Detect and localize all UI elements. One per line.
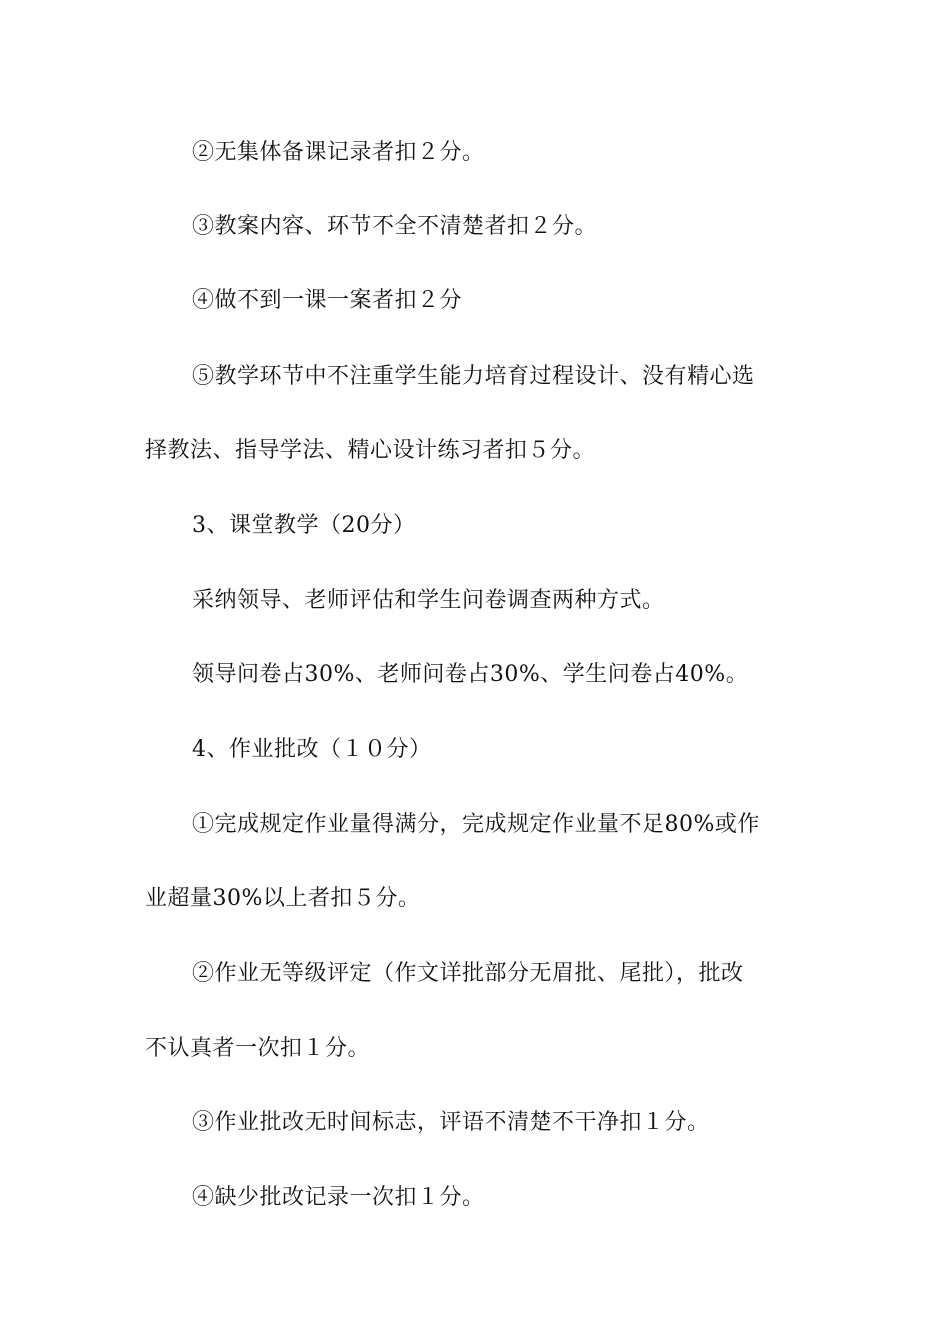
text-line: ⑤教学环节中不注重学生能力培育过程设计、没有精心选 (192, 364, 755, 389)
text-line: ①完成规定作业量得满分，完成规定作业量不足80%或作 (192, 812, 760, 837)
text-line: 不认真者一次扣１分。 (145, 1036, 371, 1061)
text-line: 领导问卷占30%、老师问卷占30%、学生问卷占40%。 (192, 662, 749, 687)
text-line: ④缺少批改记录一次扣１分。 (192, 1185, 485, 1210)
text-line: 采纳领导、老师评估和学生问卷调查两种方式。 (192, 588, 665, 613)
text-line: 择教法、指导学法、精心设计练习者扣５分。 (145, 438, 596, 463)
text-line: ③教案内容、环节不全不清楚者扣２分。 (192, 214, 598, 239)
text-line: 业超量30%以上者扣５分。 (145, 886, 421, 911)
section-heading: 3、课堂教学（20分） (192, 513, 416, 538)
section-heading: 4、作业批改（１０分） (192, 737, 432, 762)
text-line: ②无集体备课记录者扣２分。 (192, 140, 485, 165)
text-line: ③作业批改无时间标志，评语不清楚不干净扣１分。 (192, 1110, 710, 1135)
text-line: ④做不到一课一案者扣２分 (192, 288, 463, 313)
text-line: ②作业无等级评定（作文详批部分无眉批、尾批），批改 (192, 961, 744, 986)
